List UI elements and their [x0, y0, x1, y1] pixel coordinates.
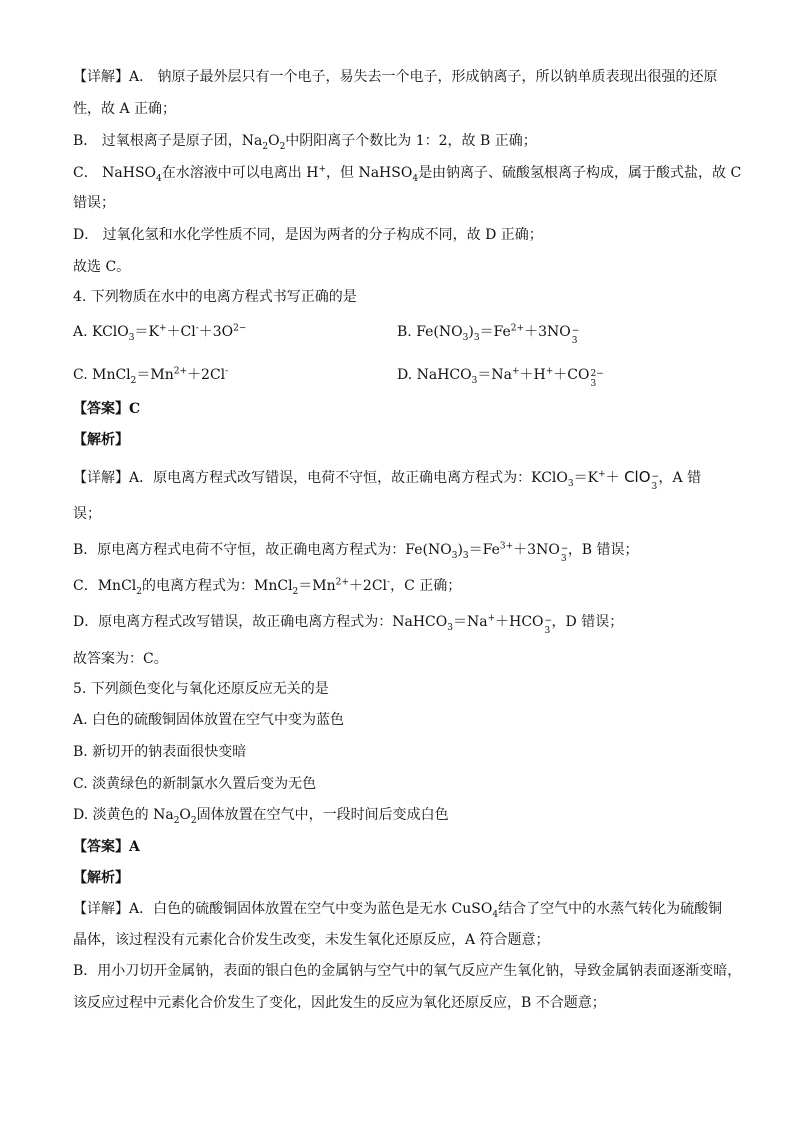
detail-3c-line1: C． NaHSO$_4$在水溶液中可以电离出 H+，但 NaHSO$_4$是由钠离子、硫酸氢根离子构成，属于酸式盐，故 C [73, 164, 742, 184]
question-5-option-a: A. 白色的硫酸铜固体放置在空气中变为蓝色 [73, 712, 345, 728]
question-4-option-b: B. $Fe(NO_3)_3=Fe^{2+}+3NO$ − 3 [397, 323, 580, 346]
analysis-5-heading: 【解析】 [73, 870, 129, 886]
detail-3a-line1: 【详解】A． 钠原子最外层只有一个电子，易失去一个电子，形成钠离子，所以钠单质表现出很强的还原 [73, 69, 718, 85]
answer-5: 【答案】A [73, 839, 140, 855]
question-5-option-b: B. 新切开的钠表面很快变暗 [73, 744, 247, 760]
detail-4a-line1: 【详解】A．原电离方程式改写错误，电荷不守恒，故正确电离方程式为：KClO$_3$＝K+＋ ClO − 3 ，A 错 [73, 468, 702, 492]
detail-4a-line2: 误； [73, 506, 101, 522]
answer-4: 【答案】C [73, 401, 141, 417]
question-4-stem: 4. 下列物质在水中的电离方程式书写正确的是 [73, 289, 357, 305]
detail-4d: D．原电离方程式改写错误，故正确电离方程式为：NaHCO$_3$＝Na+＋HCO − 3 ，D 错误； [73, 613, 624, 636]
detail-4b: B．原电离方程式电荷不守恒，故正确电离方程式为：$Fe(NO_3)_3=Fe^{3+}+3NO$ − 3 ，B 错误； [73, 541, 639, 564]
detail-5a-line2: 晶体，该过程没有元素化合价发生改变，未发生氧化还原反应，A 符合题意； [73, 932, 550, 948]
question-5-stem: 5. 下列颜色变化与氧化还原反应无关的是 [73, 681, 329, 697]
conclusion-3: 故选 C。 [73, 259, 131, 275]
question-5-option-c: C. 淡黄绿色的新制氯水久置后变为无色 [73, 776, 317, 792]
detail-4c: C．MnCl$_2$的电离方程式为：$MnCl_2=Mn^{2+}+2Cl^-$，C 正确； [73, 577, 462, 597]
question-5-option-d: D. 淡黄色的 $Na_2O_2$固体放置在空气中，一段时间后变成白色 [73, 807, 449, 826]
detail-5a-line1: 【详解】A．白色的硫酸铜固体放置在空气中变为蓝色是无水 CuSO$_4$结合了空气中的水蒸气转化为硫酸铜 [73, 901, 723, 920]
question-4-option-c: C. $MnCl_2=Mn^{2+}+2Cl^-$ [73, 366, 229, 386]
detail-3b: B． 过氧根离子是原子团，$Na_2O_2$中阴阳离子个数比为 1：2，故 B 正确； [73, 133, 537, 152]
detail-3c-line2: 错误； [73, 195, 115, 211]
detail-5b-line1: B．用小刀切开金属钠，表面的银白色的金属钠与空气中的氧气反应产生氧化钠，导致金属钠表面逐渐变暗， [73, 963, 742, 979]
analysis-4-heading: 【解析】 [73, 432, 129, 448]
question-4-option-a: A. $KClO_3=K^++Cl^-+3O^{2-}$ [73, 323, 247, 343]
detail-3d: D． 过氧化氢和水化学性质不同，是因为两者的分子构成不同，故 D 正确； [73, 227, 543, 243]
question-4-option-d: D. NaHCO$_3$＝Na+＋H+＋CO 2− 3 [397, 366, 604, 389]
detail-3a-line2: 性，故 A 正确； [73, 101, 177, 117]
conclusion-4: 故答案为：C。 [73, 651, 168, 667]
detail-5b-line2: 该反应过程中元素化合价发生了变化，因此发生的反应为氧化还原反应，B 不合题意； [73, 995, 606, 1011]
